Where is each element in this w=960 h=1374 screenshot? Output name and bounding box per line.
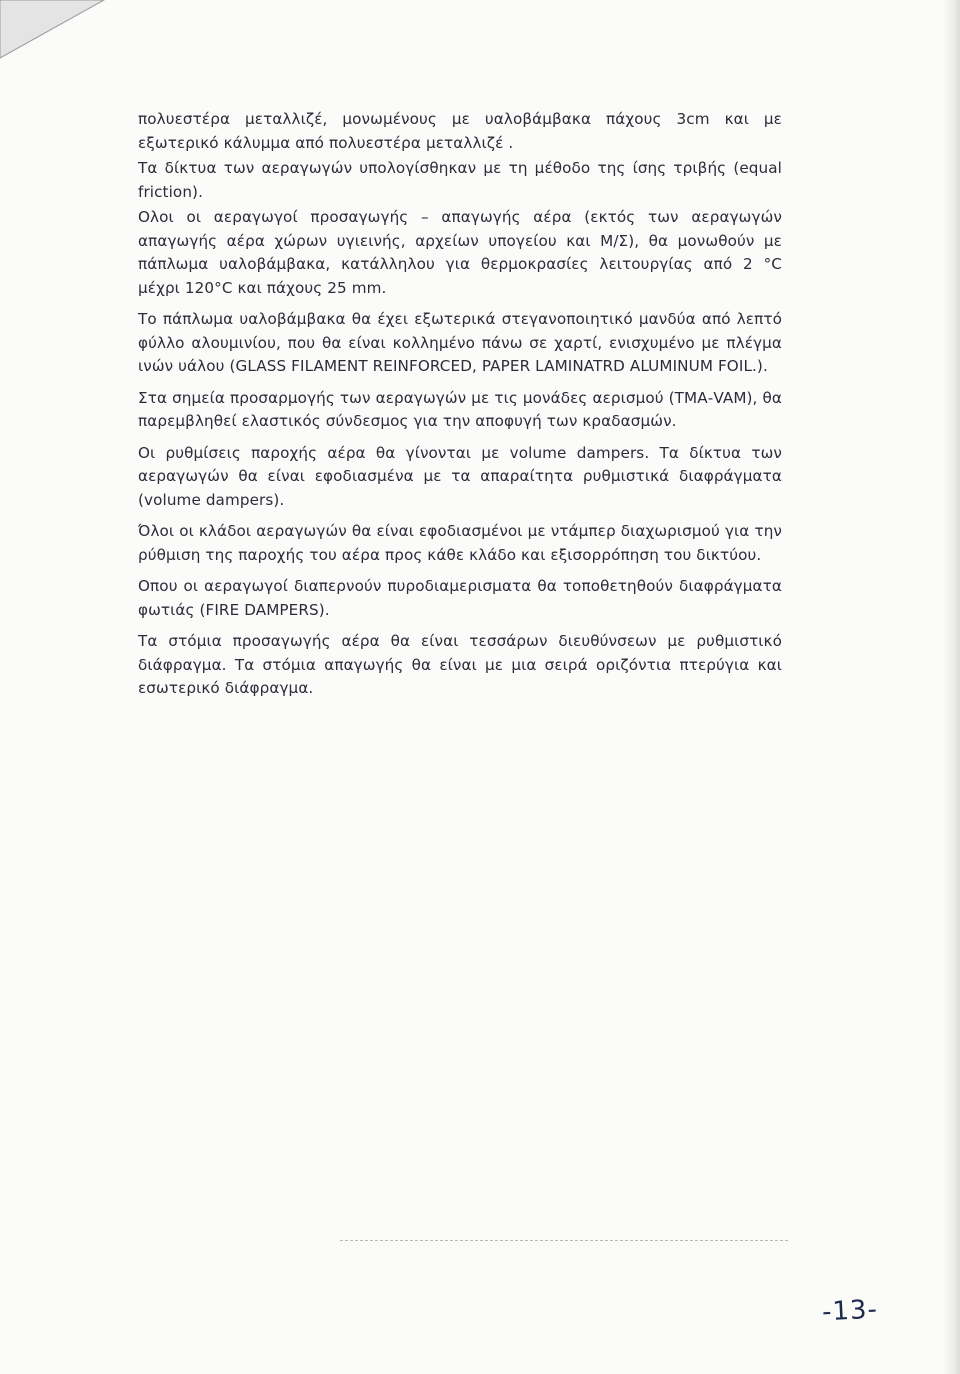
scan-corner-shadow: [0, 0, 120, 60]
paragraph-branch-dampers: Όλοι οι κλάδοι αεραγωγών θα είναι εφοδιασμένοι με ντάμπερ διαχωρισμού για την ρύθμιση της παροχής του αέρα προς κάθε κλάδο και εξισορρόπηση του δικτύου.: [138, 522, 782, 564]
paragraph-flexible-connectors: Στα σημεία προσαρμογής των αεραγωγών με τις μονάδες αερισμού (ΤΜΑ-VAM), θα παρεμβληθεί ελαστικός σύνδεσμος για την αποφυγή των κραδασμών.: [138, 388, 782, 430]
paragraph-fire-dampers: Οπου οι αεραγωγοί διαπερνούν πυροδιαμερισματα θα τοποθετηθούν διαφράγματα φωτιάς (FIRE DAMPERS).: [138, 577, 782, 619]
body-text: [138, 108, 782, 709]
paragraph-volume-dampers: Οι ρυθμίσεις παροχής αέρα θα γίνονται με volume dampers. Τα δίκτυα των αεραγωγών θα είναι εφοδιασμένα με τα απαραίτητα ρυθμιστικά διαφράγματα (volume dampers).: [138, 443, 782, 509]
paragraph-insulation-cover: πολυεστέρα μεταλλιζέ, μονωμένους με υαλοβάμβακα πάχους 3cm και με εξωτερικό κάλυμμα από πολυεστέρα μεταλλιζέ .: [138, 110, 782, 152]
paragraph-duct-insulation: Ολοι οι αεραγωγοί προσαγωγής – απαγωγής αέρα (εκτός των αεραγωγών απαγωγής αέρα χώρων υγιεινής, αρχείων υπογείου και Μ/Σ), θα μονωθούν με πάπλωμα υαλοβάμβακα, κατάλληλου για θερμοκρασίες λειτουργίας από 2 °C μέχρι 120°C και πάχους 25 mm.: [138, 208, 782, 297]
footer-divider: [340, 1240, 788, 1241]
paragraph-air-outlets: Τα στόμια προσαγωγής αέρα θα είναι τεσσάρων διευθύνσεων με ρυθμιστικό διάφραγμα. Τα στόμια απαγωγής θα είναι με μια σειρά οριζόντια πτερύγια και εσωτερικό διάφραγμα.: [138, 632, 782, 697]
paragraph-aluminum-foil: Το πάπλωμα υαλοβάμβακα θα έχει εξωτερικά στεγανοποιητικό μανδύα από λεπτό φύλλο αλουμινίου, που θα είναι κολλημένο πάνω σε χαρτί, ενισχυμένο με πλέγμα ινών υάλου (GLASS FILAMENT REINFORCED, PAPER LAMINATRD ALUMINUM FOIL.).: [138, 310, 782, 375]
handwritten-page-number: -13-: [821, 1294, 879, 1328]
paragraph-duct-calculation: Τα δίκτυα των αεραγωγών υπολογίσθηκαν με τη μέθοδο της ίσης τριβής (equal friction).: [138, 159, 782, 201]
scan-edge-shadow: [942, 0, 960, 1374]
